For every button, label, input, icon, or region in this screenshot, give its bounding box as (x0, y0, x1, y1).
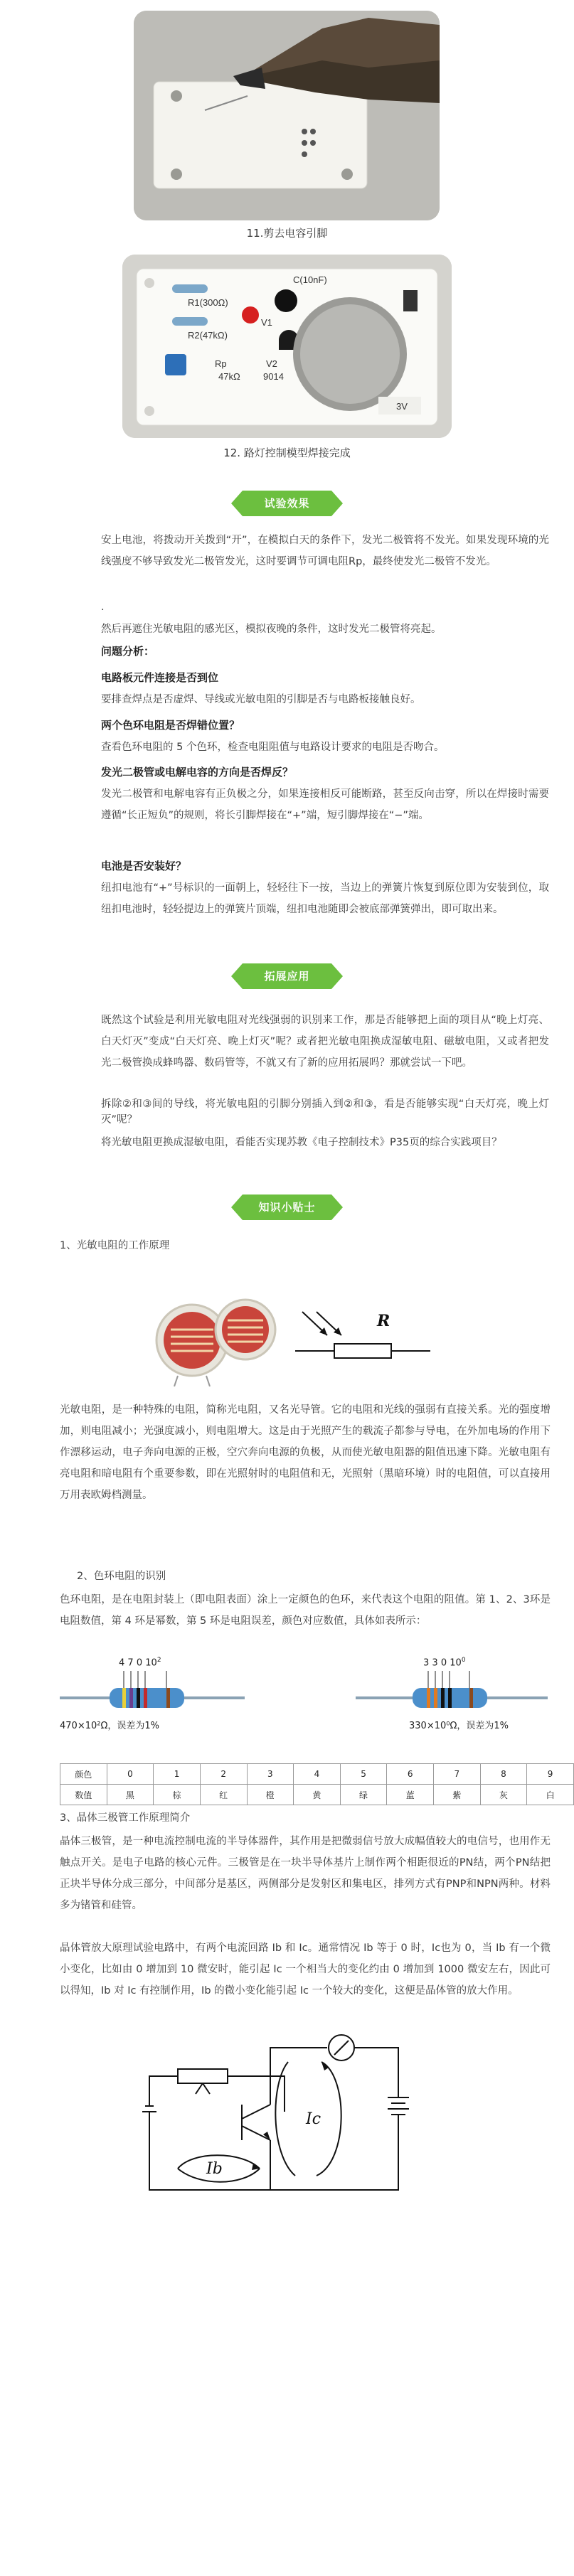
table-cell: 蓝 (387, 1785, 434, 1805)
table-cell: 9 (527, 1764, 574, 1785)
color-value-table (60, 1763, 574, 1805)
answer-4: 纽扣电池有“+”号标识的一面朝上，轻轻往下一按，当边上的弹簧片恢复到原位即为安装到位，取纽扣电池时，轻轻提边上的弹簧片顶端，纽扣电池随即会被底部弹簧弹出，即可取出来。 (101, 882, 549, 915)
section-banner-effect (231, 491, 343, 516)
resistor-2-drawing (341, 1671, 548, 1714)
answer-3: 发光二极管和电解电容有正负极之分，如果连接相反可能断路，甚至反向击穿，所以在焊接时需要遵循“长正短负”的规则，将长引脚焊接在“+”端，短引脚焊接在“−”端。 (101, 789, 549, 821)
resistor-1-digit-1: 4 (119, 1657, 125, 1669)
resistor-1-caption: 470×10²Ω，误差为1% (60, 1721, 160, 1731)
tips-heading-2: 2、色环电阻的识别 (77, 1571, 166, 1582)
caption-step-11: 11.剪去电容引脚 (246, 227, 328, 240)
table-cell: 数值 (60, 1785, 107, 1805)
circuit-label-ic: Ic (306, 2110, 321, 2128)
resistor-example-2 (341, 1657, 548, 1749)
table-cell: 3 (247, 1764, 294, 1785)
table-cell: 橙 (247, 1785, 294, 1805)
board-label-3v: 3V (396, 401, 408, 412)
extend-paragraph-1: 既然这个试验是利用光敏电阻对光线强弱的识别来工作，那是否能够把上面的项目从“晚上灯亮、白天灯灭”变成“白天灯亮、晚上灯灭”呢？或者把光敏电阻换成湿敏电阻、磁敏电阻，又或者把发光二极管换成蜂鸣器、数码管等，不就又有了新的应用拓展吗？那就尝试一下吧。 (101, 1015, 549, 1069)
answer-1: 要排查焊点是否虚焊、导线或光敏电阻的引脚是否与电路板接触良好。 (101, 694, 421, 705)
board-label-9014: 9014 (263, 371, 284, 382)
resistor-example-1 (60, 1657, 245, 1749)
table-cell: 棕 (154, 1785, 201, 1805)
board-label-rp: Rp (215, 358, 227, 369)
board-label-v2: V2 (266, 358, 277, 369)
resistor-2-digit-1: 3 (423, 1657, 430, 1669)
banner-title-extend: 拓展应用 (264, 970, 310, 983)
resistor-2-digit-5: 0 (461, 1657, 466, 1664)
resistor-2-digits (423, 1657, 509, 1668)
table-cell: 颜色 (60, 1764, 107, 1785)
table-cell: 白 (527, 1785, 574, 1805)
table-cell: 4 (294, 1764, 341, 1785)
question-3: 发光二极管或电解电容的方向是否焊反？ (101, 766, 294, 779)
color-table-header-row (60, 1764, 574, 1785)
question-1: 电路板元件连接是否到位 (101, 671, 219, 684)
effect-paragraph-2: 然后再遮住光敏电阻的感光区，模拟夜晚的条件，这时发光二极管将亮起。 (101, 624, 442, 635)
board-label-r2: R2(47kΩ) (188, 330, 228, 341)
board-label-rp-value: 47kΩ (218, 371, 240, 382)
tips-heading-1: 1、光敏电阻的工作原理 (60, 1240, 170, 1251)
color-table-value-row (60, 1785, 574, 1805)
table-cell: 0 (107, 1764, 154, 1785)
resistor-2-caption: 330×10⁰Ω，误差为1% (409, 1721, 509, 1731)
resistor-2-digit-3: 0 (440, 1657, 447, 1669)
ldr-photo-illustration (146, 1290, 288, 1386)
resistor-1-digit-3: 0 (136, 1657, 143, 1669)
effect-dot: . (101, 602, 105, 613)
board-label-v1: V1 (261, 317, 272, 328)
table-cell: 红 (200, 1785, 247, 1805)
tips-paragraph-3: 晶体三极管，是一种电流控制电流的半导体器件，其作用是把微弱信号放大成幅值较大的电信号，也用作无触点开关。是电子电路的核心元件。三极管是在一块半导体基片上制作两个相距很近的PN结，两个PN结把正块半导体分成三部分，中间部分是基区，两侧部分是发射区和集电区，排列方式有PNP和NPN两种。材料多为锗管和硅管。 (60, 1836, 551, 1911)
tips-paragraph-4: 晶体管放大原理试验电路中，有两个电流回路 Ib 和 Ic。通常情况 Ib 等于 0 时，Ic也为 0，当 Ib 有一个微小变化，比如由 0 增加到 10 微安时，能引起 Ic 一个相当大的变化约由 0 增加到 1000 微安左右，因此可以得知，Ib 对 Ic 有控制作用，Ib 的微小变化能引起 Ic 一个较大的变化，这便是晶体管的放大作用。 (60, 1942, 551, 1997)
effect-paragraph-1: 安上电池，将拨动开关拨到“开”，在模拟白天的条件下，发光二极管将不发光。如果发现环境的光线强度不够导致发光二极管发光，这时要调节可调电阻Rp，最终使发光二极管不发光。 (101, 535, 549, 567)
question-4: 电池是否安装好？ (101, 860, 187, 872)
resistor-1-digit-2: 7 (127, 1657, 134, 1669)
cut-leads-illustration (134, 11, 440, 220)
extend-paragraph-2: 拆除②和③间的导线，将光敏电阻的引脚分别插入到②和③，看是否能够实现“白天灯亮，晚上灯灭”呢？ (101, 1099, 549, 1126)
table-cell: 7 (434, 1764, 481, 1785)
ldr-symbol-label: R (377, 1312, 390, 1330)
photo-cut-capacitor-leads (134, 11, 440, 220)
circuit-label-ib: Ib (206, 2160, 223, 2178)
resistor-1-digits (119, 1657, 204, 1668)
tips-heading-3: 3、晶体三极管工作原理简介 (60, 1812, 191, 1824)
table-cell: 绿 (340, 1785, 387, 1805)
table-cell: 6 (387, 1764, 434, 1785)
banner-title-tips: 知识小贴士 (258, 1201, 316, 1214)
analysis-title: 问题分析： (101, 645, 155, 658)
tips-paragraph-1: 光敏电阻，是一种特殊的电阻，简称光电阻，又名光导管。它的电阻和光线的强弱有直接关系。光的强度增加，则电阻减小；光强度减小，则电阻增大。这是由于光照产生的载流子都参与导电，在外加电场的作用下作漂移运动，电子奔向电源的正极，空穴奔向电源的负极，从而使光敏电阻器的阻值迅速下降。光敏电阻有亮电阻和暗电阻有个重要参数，即在光照射时的电阻值和无，光照射（黑暗环境）时的电阻值，可以直接用万用表欧姆档测量。 (60, 1404, 551, 1501)
board-label-r1: R1(300Ω) (188, 297, 228, 308)
ldr-symbol-drawing (295, 1308, 430, 1372)
answer-2: 查看色环电阻的 5 个色环，检查电阻阻值与电路设计要求的电阻是否吻合。 (101, 742, 445, 753)
question-2: 两个色环电阻是否焊错位置？ (101, 719, 240, 732)
resistor-2-digit-4: 10 (450, 1657, 462, 1669)
caption-step-12: 12. 路灯控制模型焊接完成 (223, 447, 351, 459)
photo-finished-board (122, 255, 452, 438)
circuit-drawing (135, 2033, 448, 2204)
table-cell: 8 (480, 1764, 527, 1785)
table-cell: 5 (340, 1764, 387, 1785)
resistor-1-drawing (60, 1671, 245, 1714)
section-banner-tips (231, 1195, 343, 1220)
board-label-capacitor: C(10nF) (293, 274, 327, 285)
finished-board-illustration (122, 255, 452, 438)
banner-title-effect: 试验效果 (264, 497, 310, 510)
ldr-symbol (295, 1308, 430, 1372)
resistor-1-digit-4: 10 (145, 1657, 157, 1669)
table-cell: 灰 (480, 1785, 527, 1805)
section-banner-extend (231, 963, 343, 989)
table-cell: 黄 (294, 1785, 341, 1805)
table-cell: 紫 (434, 1785, 481, 1805)
table-cell: 1 (154, 1764, 201, 1785)
transistor-circuit-diagram (135, 2033, 448, 2204)
tips-paragraph-2: 色环电阻，是在电阻封装上（即电阻表面）涂上一定颜色的色环，来代表这个电阻的阻值。第 1、2、3环是电阻数值，第 4 环是幂数，第 5 环是电阻误差，颜色对应数值，具体如表所示： (60, 1594, 551, 1627)
table-cell: 黑 (107, 1785, 154, 1805)
resistor-1-digit-5: 2 (156, 1657, 161, 1664)
resistor-2-digit-2: 3 (432, 1657, 438, 1669)
table-cell: 2 (200, 1764, 247, 1785)
extend-paragraph-3: 将光敏电阻更换成湿敏电阻，看能否实现苏教《电子控制技术》P35页的综合实践项目？ (101, 1137, 502, 1148)
